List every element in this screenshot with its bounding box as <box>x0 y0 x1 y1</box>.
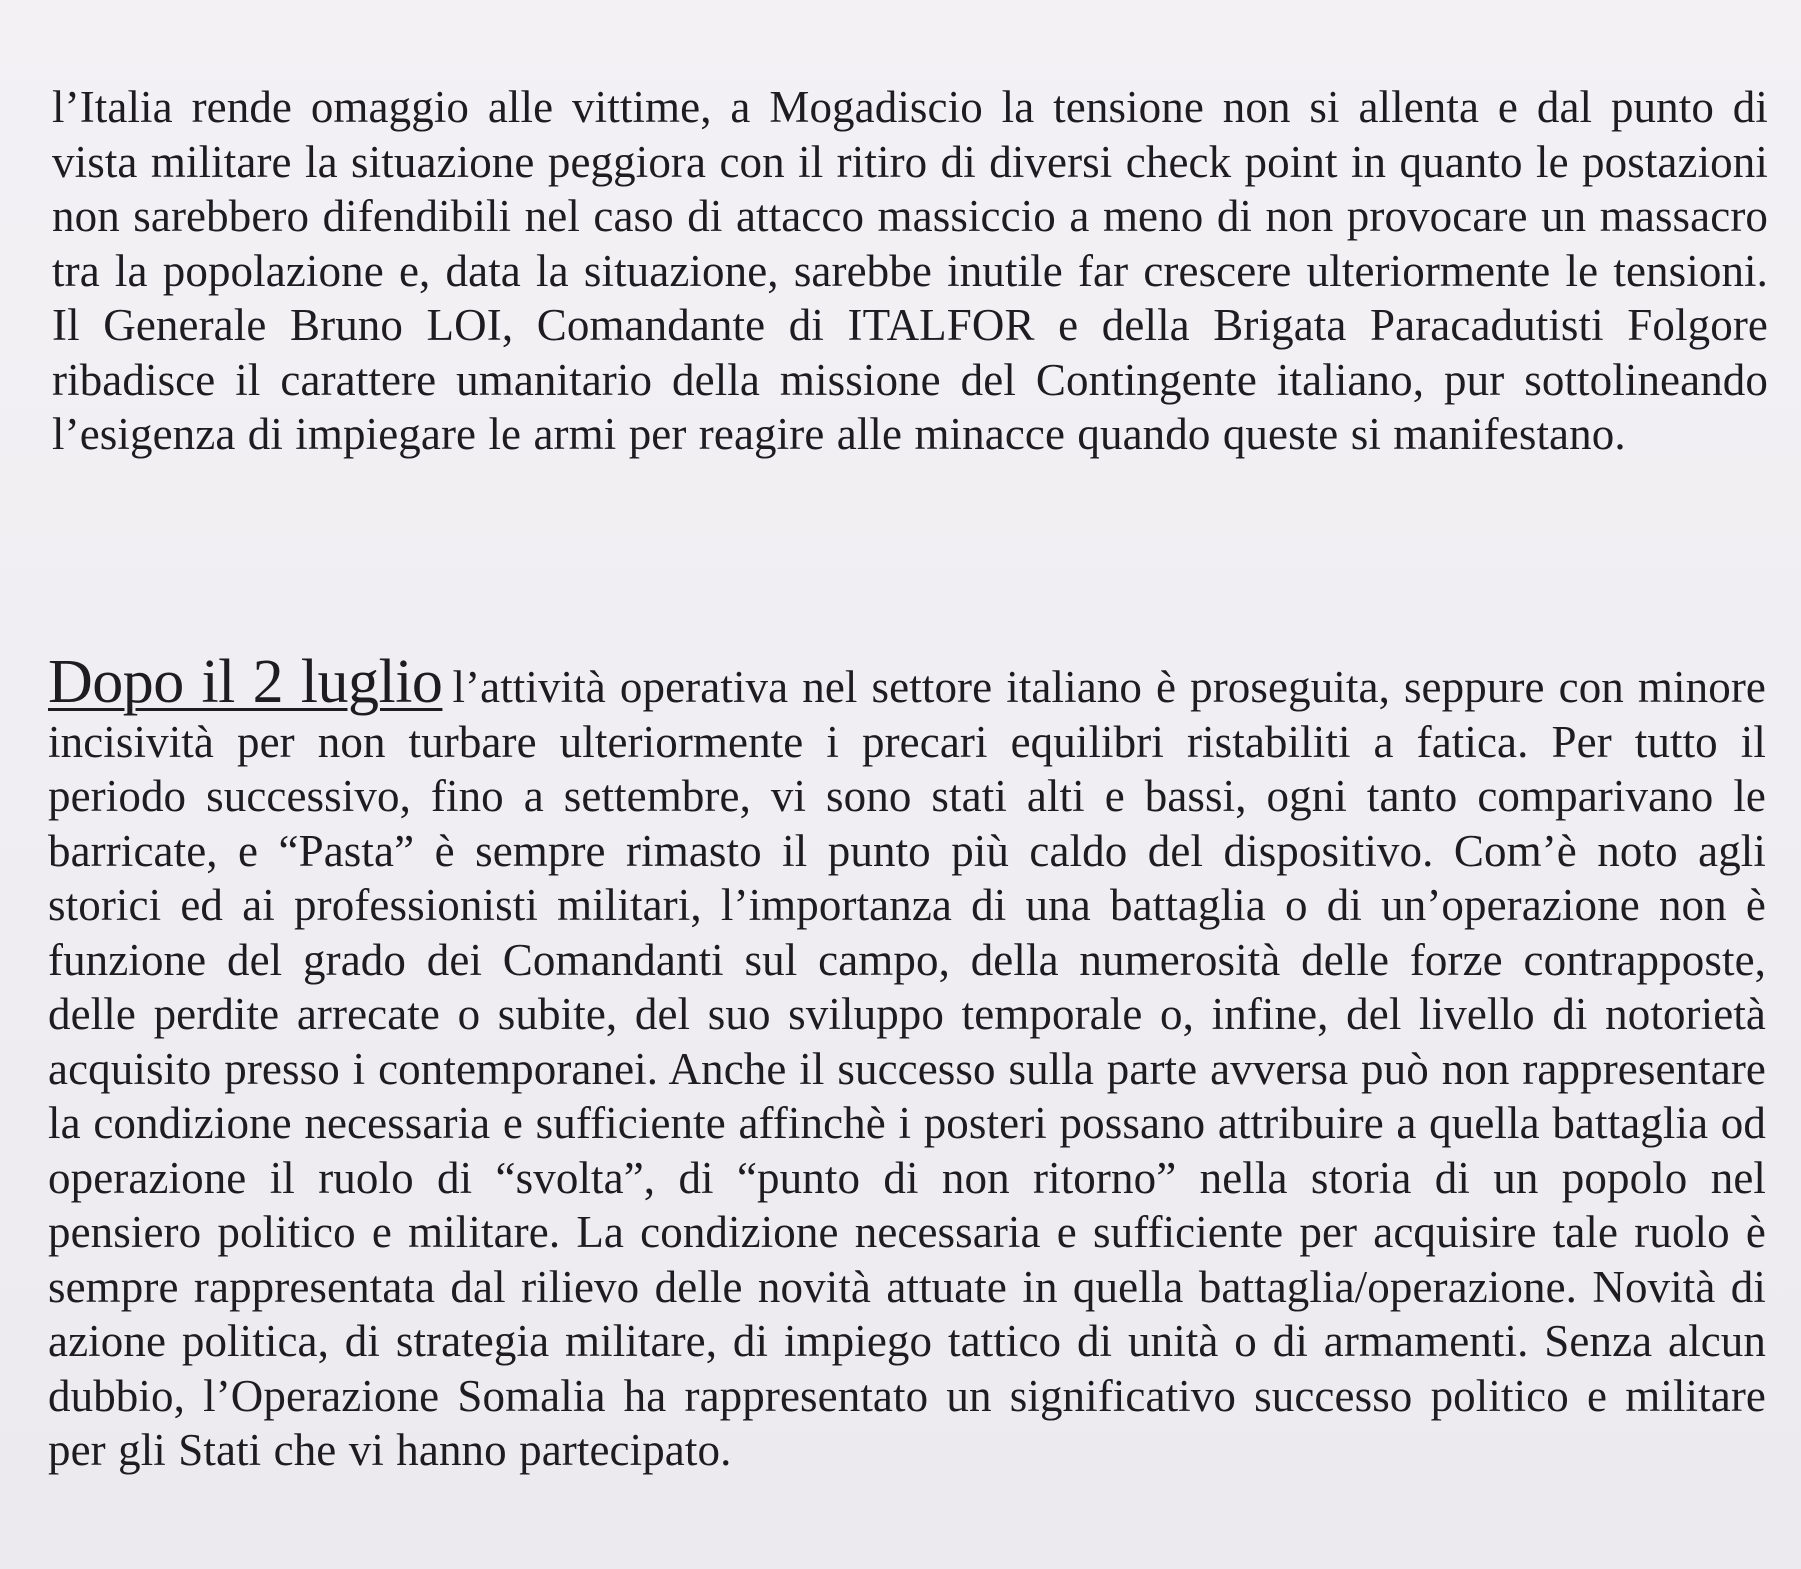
paragraph-2-body: l’attività operativa nel settore italiano è proseguita, seppure con minore incisività per non turbare ulteriormente i precari equilibri ristabiliti a fatica. Per tutto il periodo successivo, fino a settembre, vi sono stati alti e bassi, ogni tanto comparivano le barricate, e “Pasta” è sempre rimasto il punto più caldo del dispositivo. Com’è noto agli storici ed ai professionisti militari, l’importanza di una battaglia o di un’operazione non è funzione del grado dei Comandanti sul campo, della numerosità delle forze contrapposte, delle perdite arrecate o subite, del suo sviluppo temporale o, infine, del livello di notorietà acquisito presso i contemporanei. Anche il successo sulla parte avversa può non rappresentare la condizione necessaria e sufficiente affinchè i posteri possano attribuire a quella battaglia od operazione il ruolo di “svolta”, di “punto di non ritorno” nella storia di un popolo nel pensiero politico e militare. La condizione necessaria e sufficiente per acquisire tale ruolo è sempre rappresentata dal rilievo delle novità attuate in quella battaglia/operazione. Novità di azione politica, di strategia militare, di impiego tattico di unità o di armamenti. Senza alcun dubbio, l’Operazione Somalia ha rappresentato un significativo successo politico e militare per gli Stati che vi hanno partecipato. <box>48 662 1766 1475</box>
paragraph-1: l’Italia rende omaggio alle vittime, a Mogadiscio la tensione non si allenta e dal punto di vista militare la situazione peggiora con il ritiro di diversi check point in quanto le postazioni non sarebbero difendibili nel caso di attacco massiccio a meno di non provocare un massacro tra la popolazione e, data la situazione, sarebbe inutile far crescere ulteriormente le tensioni. Il Generale Bruno LOI, Comandante di ITALFOR e della Brigata Paracadutisti Folgore ribadisce il carattere umanitario della missione del Contingente italiano, pur sottolineando l’esigenza di impiegare le armi per reagire alle minacce quando queste si manifestano. <box>52 82 1768 459</box>
paragraph-2-lead-heading: Dopo il 2 luglio <box>48 648 443 716</box>
paragraph-2 <box>48 648 1766 1478</box>
